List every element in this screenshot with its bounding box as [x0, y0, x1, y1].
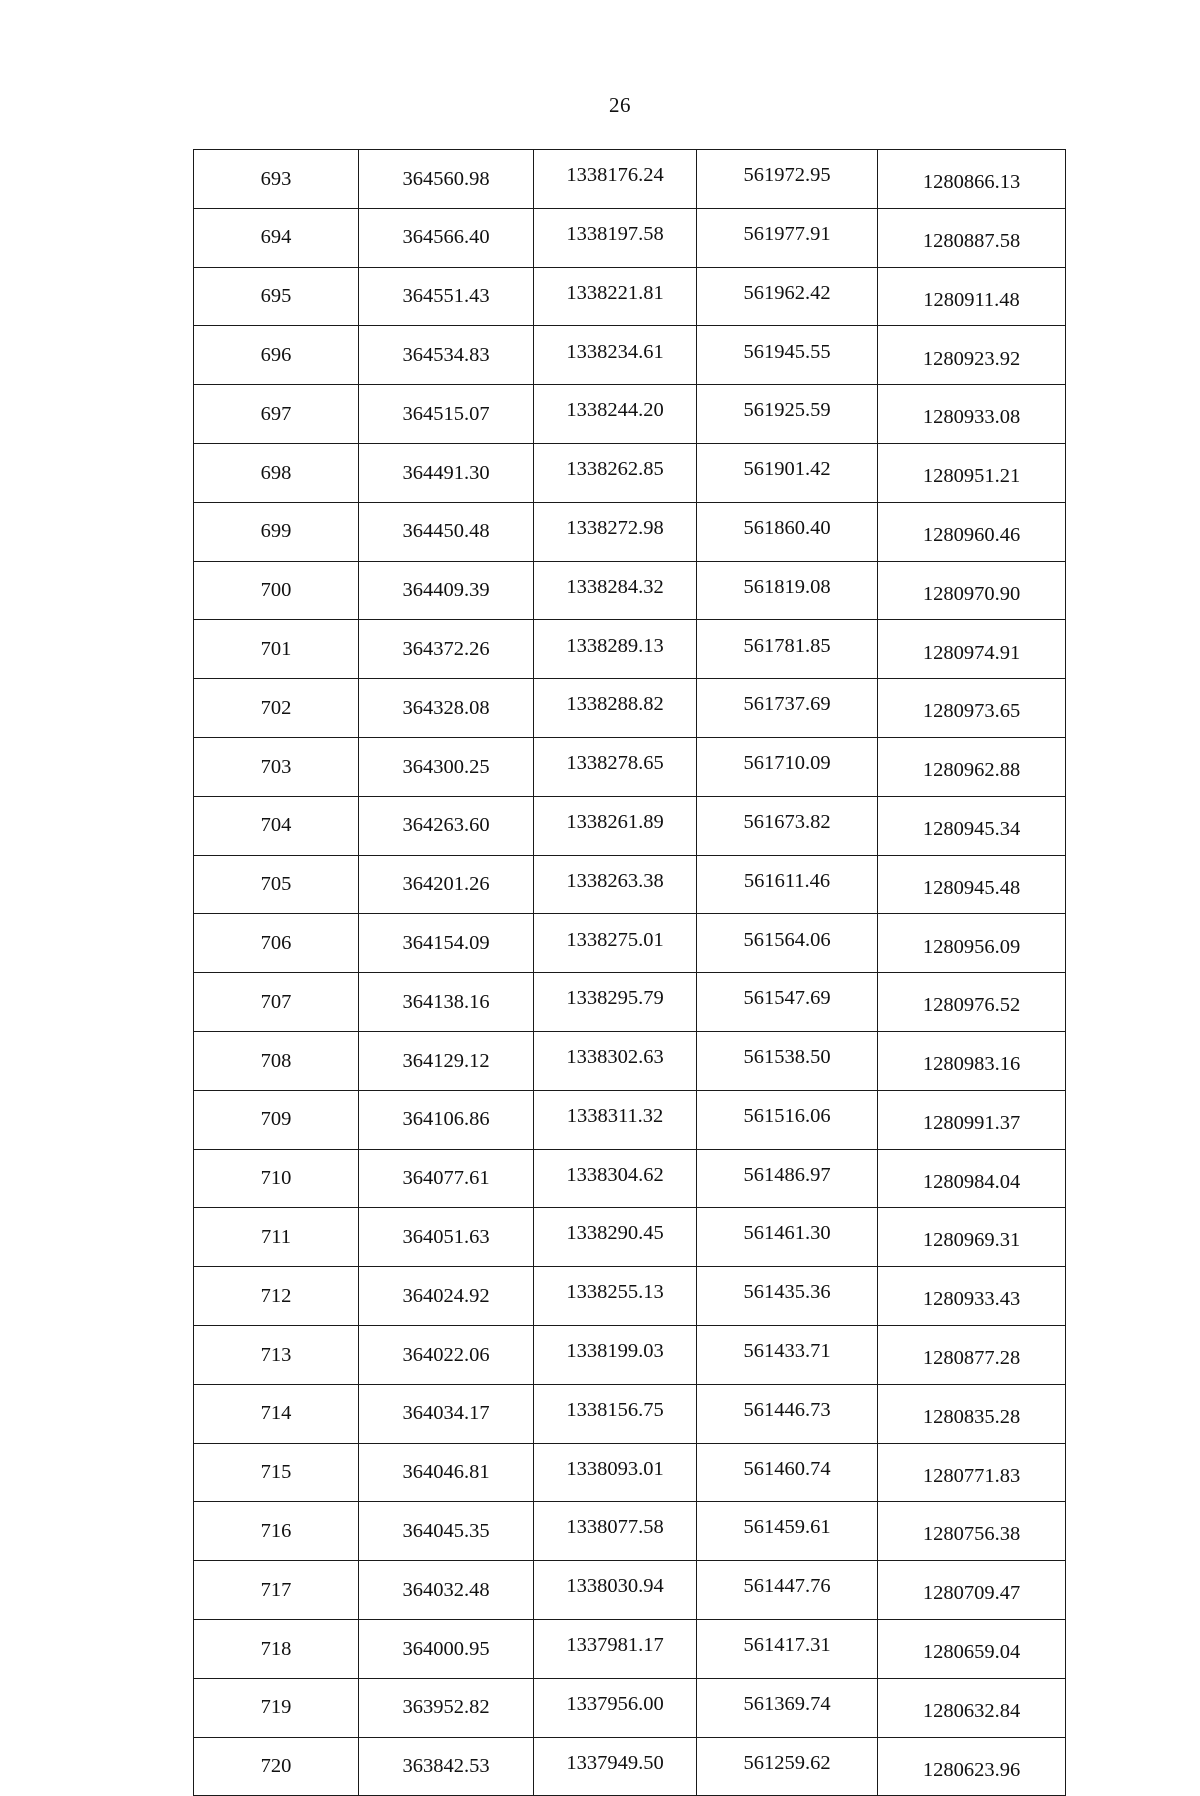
table-cell: 1338289.13 — [534, 620, 697, 679]
table-row — [194, 914, 1066, 973]
table-cell: 1338093.01 — [534, 1443, 697, 1502]
table-cell: 1338255.13 — [534, 1267, 697, 1326]
table-cell: 364000.95 — [359, 1619, 534, 1678]
table-cell: 363842.53 — [359, 1737, 534, 1796]
table-cell: 364022.06 — [359, 1325, 534, 1384]
table-cell: 1280659.04 — [878, 1619, 1066, 1678]
table-cell: 561486.97 — [697, 1149, 878, 1208]
table-cell: 561945.55 — [697, 326, 878, 385]
table-cell: 364077.61 — [359, 1149, 534, 1208]
table-cell: 1338272.98 — [534, 502, 697, 561]
table-cell: 698 — [194, 443, 359, 502]
table-cell: 363952.82 — [359, 1678, 534, 1737]
table-cell: 701 — [194, 620, 359, 679]
table-cell: 561925.59 — [697, 385, 878, 444]
table-cell: 364201.26 — [359, 855, 534, 914]
table-row — [194, 1090, 1066, 1149]
table-cell: 364551.43 — [359, 267, 534, 326]
table-cell: 364046.81 — [359, 1443, 534, 1502]
table-row — [194, 1267, 1066, 1326]
table-cell: 364300.25 — [359, 737, 534, 796]
table-cell: 561417.31 — [697, 1619, 878, 1678]
table-cell: 561460.74 — [697, 1443, 878, 1502]
table-cell: 1280951.21 — [878, 443, 1066, 502]
table-cell: 1280976.52 — [878, 973, 1066, 1032]
table-cell: 561446.73 — [697, 1384, 878, 1443]
table-cell: 1338199.03 — [534, 1325, 697, 1384]
table-cell: 1280945.48 — [878, 855, 1066, 914]
table-cell: 1338197.58 — [534, 208, 697, 267]
table-cell: 561901.42 — [697, 443, 878, 502]
table-cell: 1338030.94 — [534, 1561, 697, 1620]
table-cell: 561433.71 — [697, 1325, 878, 1384]
table-cell: 561459.61 — [697, 1502, 878, 1561]
table-cell: 709 — [194, 1090, 359, 1149]
table-cell: 1337981.17 — [534, 1619, 697, 1678]
table-cell: 1338295.79 — [534, 973, 697, 1032]
table-cell: 1280973.65 — [878, 679, 1066, 738]
table-cell: 720 — [194, 1737, 359, 1796]
table-cell: 1338278.65 — [534, 737, 697, 796]
table-row — [194, 208, 1066, 267]
table-cell: 719 — [194, 1678, 359, 1737]
table-cell: 364534.83 — [359, 326, 534, 385]
table-cell: 710 — [194, 1149, 359, 1208]
table-cell: 364024.92 — [359, 1267, 534, 1326]
table-row — [194, 502, 1066, 561]
table-cell: 706 — [194, 914, 359, 973]
table-cell: 1280983.16 — [878, 1031, 1066, 1090]
table-cell: 364328.08 — [359, 679, 534, 738]
table-cell: 561516.06 — [697, 1090, 878, 1149]
table-cell: 1337949.50 — [534, 1737, 697, 1796]
table-cell: 364051.63 — [359, 1208, 534, 1267]
table-row — [194, 1502, 1066, 1561]
table-row — [194, 150, 1066, 209]
table-cell: 561611.46 — [697, 855, 878, 914]
table-cell: 715 — [194, 1443, 359, 1502]
table-cell: 702 — [194, 679, 359, 738]
table-row — [194, 1325, 1066, 1384]
table-cell: 364032.48 — [359, 1561, 534, 1620]
table-cell: 1280969.31 — [878, 1208, 1066, 1267]
table-cell: 364263.60 — [359, 796, 534, 855]
table-cell: 699 — [194, 502, 359, 561]
table-row — [194, 1384, 1066, 1443]
table-cell: 695 — [194, 267, 359, 326]
table-cell: 561369.74 — [697, 1678, 878, 1737]
table-cell: 713 — [194, 1325, 359, 1384]
table-cell: 1280945.34 — [878, 796, 1066, 855]
table-cell: 364566.40 — [359, 208, 534, 267]
table-cell: 1338262.85 — [534, 443, 697, 502]
table-row — [194, 679, 1066, 738]
table-cell: 1280970.90 — [878, 561, 1066, 620]
table-cell: 1338288.82 — [534, 679, 697, 738]
table-cell: 364491.30 — [359, 443, 534, 502]
table-cell: 700 — [194, 561, 359, 620]
table-row — [194, 855, 1066, 914]
table-cell: 1338176.24 — [534, 150, 697, 209]
table-cell: 1338244.20 — [534, 385, 697, 444]
table-cell: 1280771.83 — [878, 1443, 1066, 1502]
table-cell: 364515.07 — [359, 385, 534, 444]
table-cell: 1280709.47 — [878, 1561, 1066, 1620]
page-number: 26 — [609, 93, 631, 117]
table-cell: 717 — [194, 1561, 359, 1620]
table-cell: 705 — [194, 855, 359, 914]
table-cell: 364045.35 — [359, 1502, 534, 1561]
table-row — [194, 973, 1066, 1032]
table-cell: 1280835.28 — [878, 1384, 1066, 1443]
table-cell: 1280960.46 — [878, 502, 1066, 561]
table-cell: 1280956.09 — [878, 914, 1066, 973]
table-cell: 1280923.92 — [878, 326, 1066, 385]
table-row — [194, 1737, 1066, 1796]
table-cell: 693 — [194, 150, 359, 209]
table-cell: 704 — [194, 796, 359, 855]
table-cell: 1338077.58 — [534, 1502, 697, 1561]
coordinate-table-body — [194, 150, 1066, 1796]
coordinate-table — [193, 149, 1066, 1796]
table-cell: 1338302.63 — [534, 1031, 697, 1090]
table-row — [194, 326, 1066, 385]
table-cell: 364409.39 — [359, 561, 534, 620]
table-cell: 561781.85 — [697, 620, 878, 679]
table-row — [194, 1149, 1066, 1208]
table-row — [194, 1208, 1066, 1267]
table-cell: 1280911.48 — [878, 267, 1066, 326]
table-cell: 364372.26 — [359, 620, 534, 679]
table-cell: 1337956.00 — [534, 1678, 697, 1737]
table-cell: 1338311.32 — [534, 1090, 697, 1149]
table-row — [194, 1678, 1066, 1737]
table-cell: 561972.95 — [697, 150, 878, 209]
table-cell: 1338261.89 — [534, 796, 697, 855]
table-cell: 711 — [194, 1208, 359, 1267]
table-cell: 561547.69 — [697, 973, 878, 1032]
table-cell: 708 — [194, 1031, 359, 1090]
table-row — [194, 1443, 1066, 1502]
table-cell: 1280887.58 — [878, 208, 1066, 267]
table-cell: 697 — [194, 385, 359, 444]
table-cell: 1280623.96 — [878, 1737, 1066, 1796]
table-cell: 1338221.81 — [534, 267, 697, 326]
table-cell: 1338290.45 — [534, 1208, 697, 1267]
table-cell: 364154.09 — [359, 914, 534, 973]
table-cell: 1338156.75 — [534, 1384, 697, 1443]
table-row — [194, 796, 1066, 855]
table-cell: 1280632.84 — [878, 1678, 1066, 1737]
table-cell: 1280933.43 — [878, 1267, 1066, 1326]
table-cell: 364138.16 — [359, 973, 534, 1032]
table-cell: 1280984.04 — [878, 1149, 1066, 1208]
table-cell: 561564.06 — [697, 914, 878, 973]
table-cell: 694 — [194, 208, 359, 267]
table-cell: 718 — [194, 1619, 359, 1678]
table-cell: 364106.86 — [359, 1090, 534, 1149]
table-cell: 1280877.28 — [878, 1325, 1066, 1384]
table-cell: 714 — [194, 1384, 359, 1443]
table-cell: 561259.62 — [697, 1737, 878, 1796]
table-cell: 1338304.62 — [534, 1149, 697, 1208]
table-cell: 561962.42 — [697, 267, 878, 326]
table-row — [194, 1561, 1066, 1620]
table-cell: 1280756.38 — [878, 1502, 1066, 1561]
table-cell: 364129.12 — [359, 1031, 534, 1090]
table-cell: 561673.82 — [697, 796, 878, 855]
table-row — [194, 385, 1066, 444]
table-cell: 561538.50 — [697, 1031, 878, 1090]
table-cell: 364450.48 — [359, 502, 534, 561]
table-cell: 1338263.38 — [534, 855, 697, 914]
table-cell: 561710.09 — [697, 737, 878, 796]
table-cell: 1280962.88 — [878, 737, 1066, 796]
table-cell: 1338275.01 — [534, 914, 697, 973]
table-cell: 1338234.61 — [534, 326, 697, 385]
table-cell: 707 — [194, 973, 359, 1032]
table-cell: 561435.36 — [697, 1267, 878, 1326]
table-row — [194, 443, 1066, 502]
table-row — [194, 620, 1066, 679]
table-cell: 716 — [194, 1502, 359, 1561]
table-row — [194, 737, 1066, 796]
table-cell: 1280991.37 — [878, 1090, 1066, 1149]
table-cell: 1280933.08 — [878, 385, 1066, 444]
table-cell: 561860.40 — [697, 502, 878, 561]
table-cell: 703 — [194, 737, 359, 796]
table-row — [194, 1031, 1066, 1090]
table-cell: 364560.98 — [359, 150, 534, 209]
table-row — [194, 561, 1066, 620]
table-row — [194, 267, 1066, 326]
table-cell: 696 — [194, 326, 359, 385]
table-cell: 561977.91 — [697, 208, 878, 267]
table-row — [194, 1619, 1066, 1678]
table-cell: 712 — [194, 1267, 359, 1326]
table-cell: 1280866.13 — [878, 150, 1066, 209]
table-cell: 364034.17 — [359, 1384, 534, 1443]
table-cell: 561447.76 — [697, 1561, 878, 1620]
table-cell: 561819.08 — [697, 561, 878, 620]
table-cell: 1280974.91 — [878, 620, 1066, 679]
table-cell: 561737.69 — [697, 679, 878, 738]
table-cell: 561461.30 — [697, 1208, 878, 1267]
table-cell: 1338284.32 — [534, 561, 697, 620]
